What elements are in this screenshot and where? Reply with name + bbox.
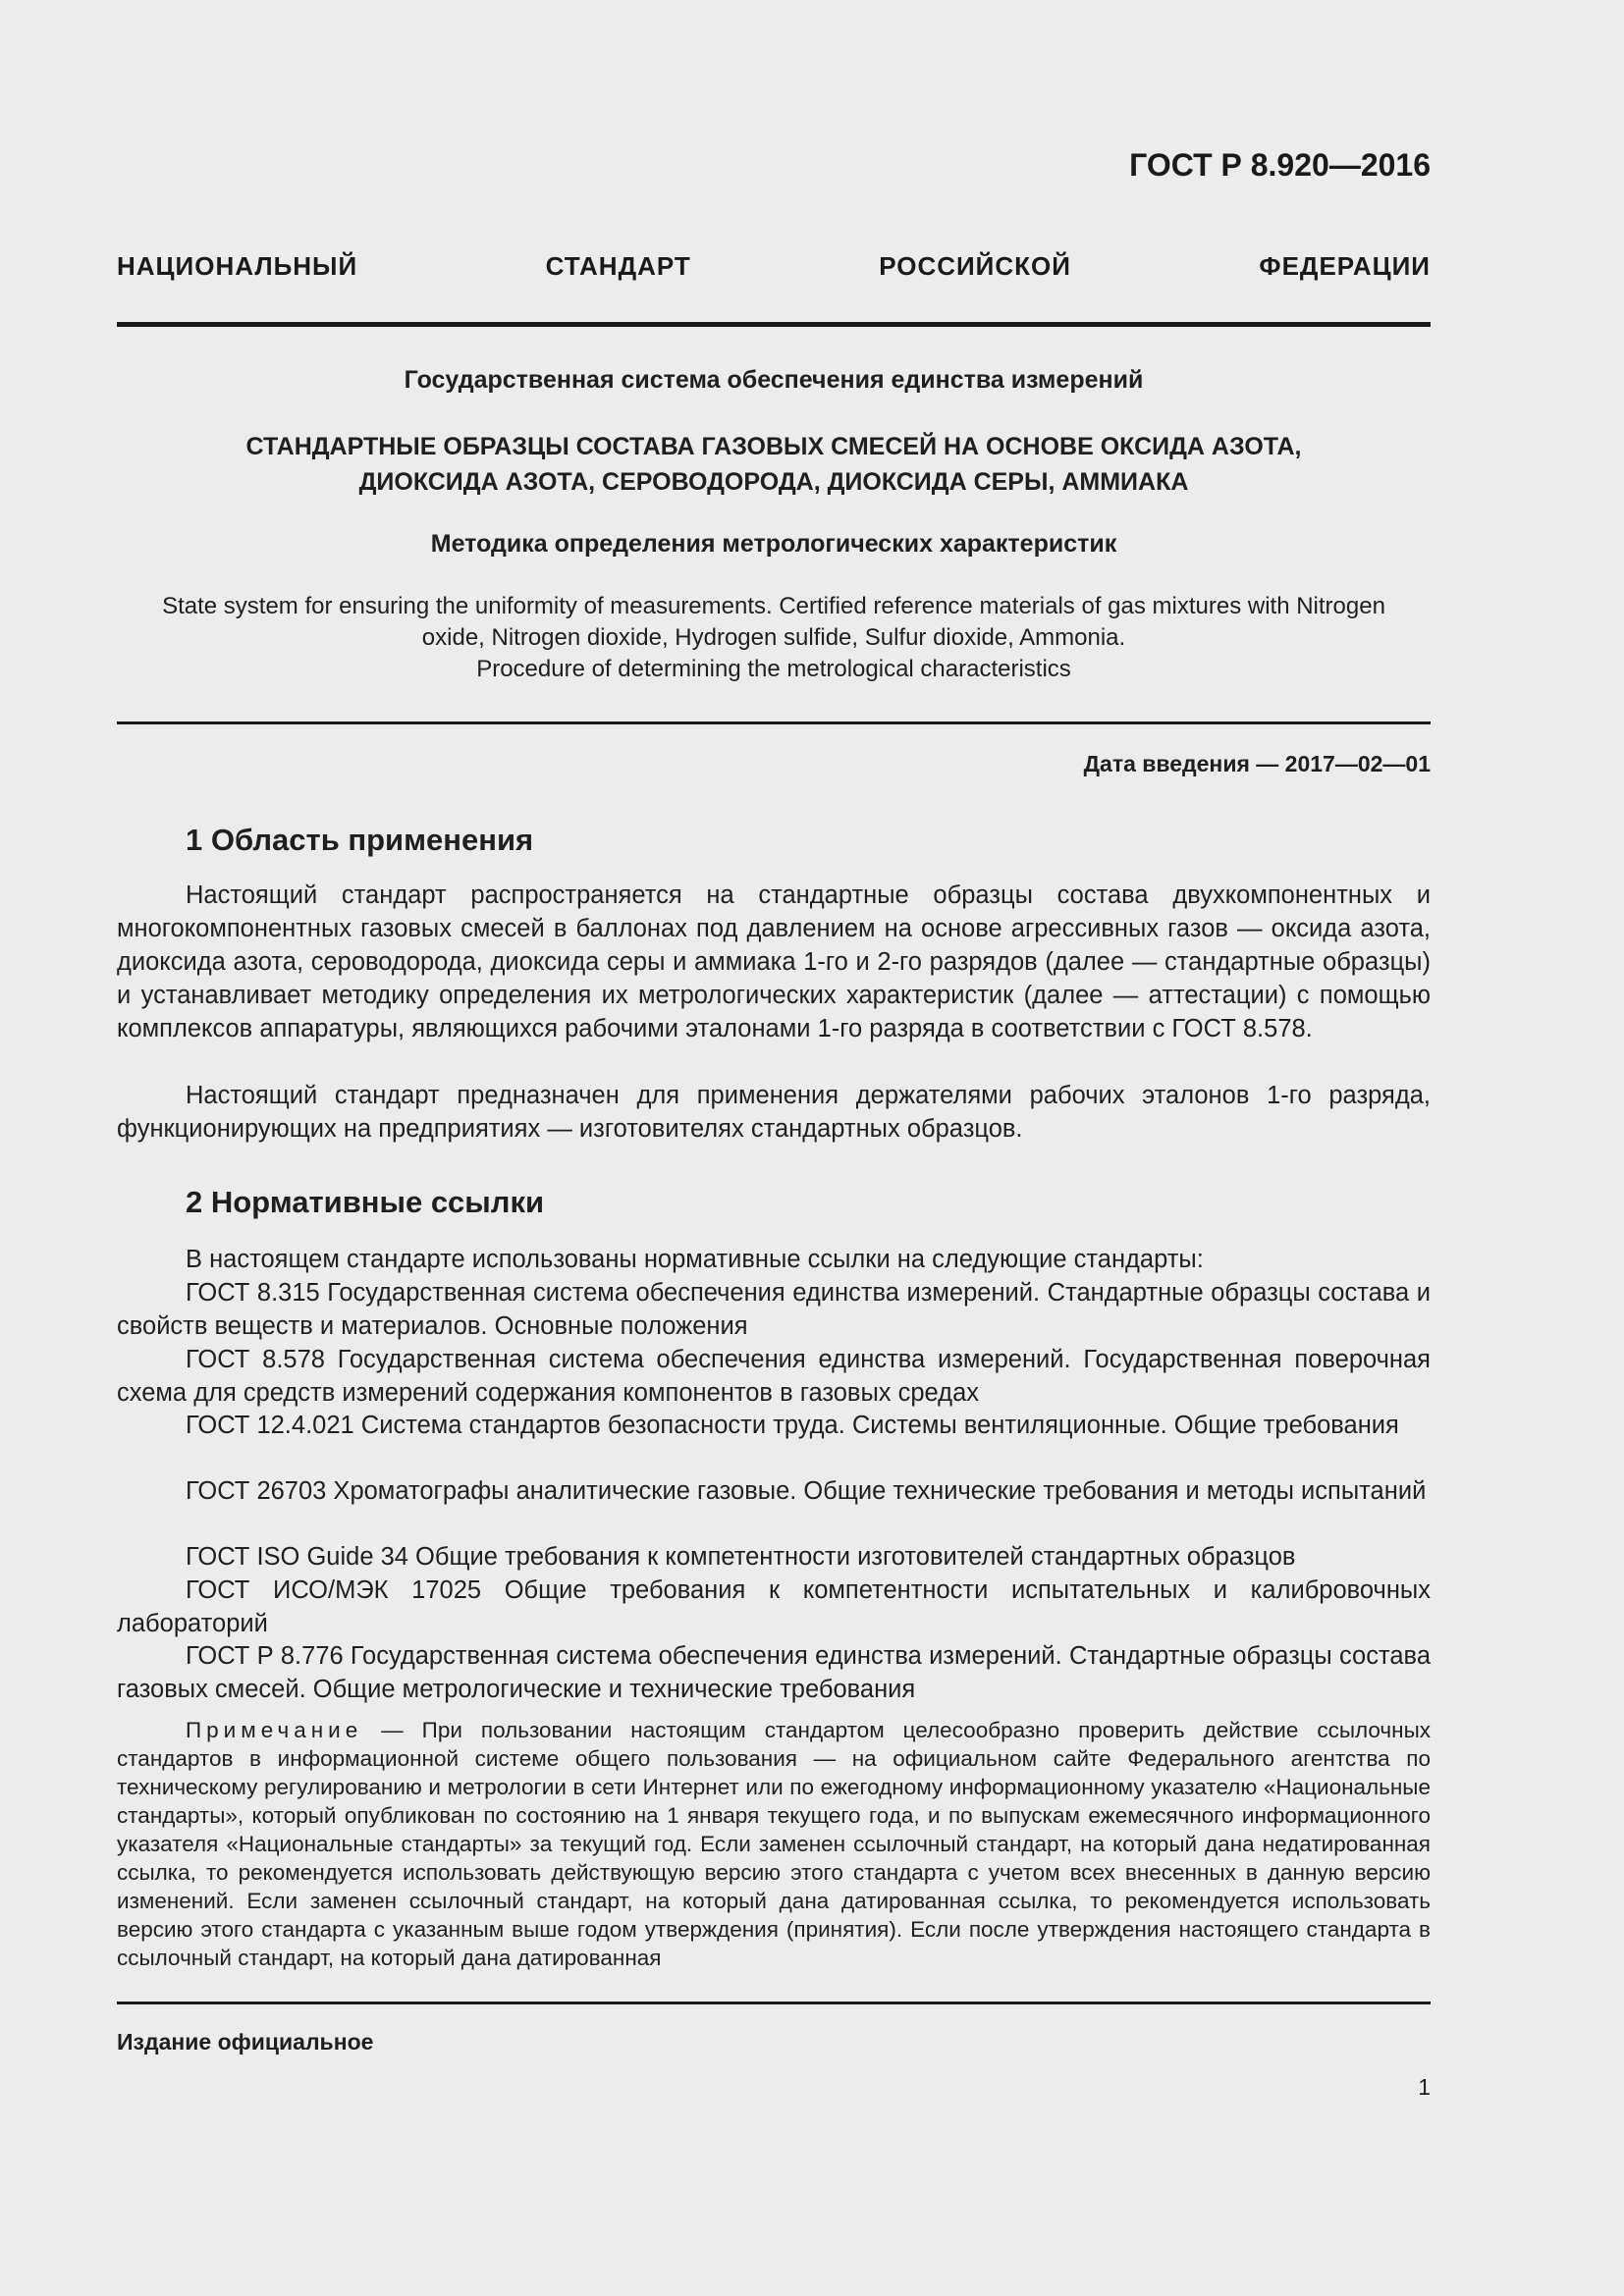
reference-gost-12-4-021: ГОСТ 12.4.021 Система стандартов безопасности труда. Системы вентиляционные. Общие требования bbox=[186, 1412, 1399, 1439]
page-number: 1 bbox=[1418, 2074, 1431, 2100]
main-title-line-2: ДИОКСИДА АЗОТА, СЕРОВОДОРОДА, ДИОКСИДА СЕРЫ, АММИАКА bbox=[358, 468, 1189, 496]
reference-gost-iso-guide-34: ГОСТ ISO Guide 34 Общие требования к компетентности изготовителей стандартных образцов bbox=[186, 1543, 1296, 1571]
section-1-heading: 1 Область применения bbox=[186, 823, 534, 857]
english-title-line-1: State system for ensuring the uniformity of measurements. Certified reference materials of gas mixtures with Nitrogen bbox=[162, 593, 1385, 619]
section-1-paragraph-2: Настоящий стандарт предназначен для применения держателями рабочих эталонов 1-го разряда, функционирующих на предприятиях — изготовителях стандартных образцов. bbox=[117, 1082, 1431, 1143]
method-title: Методика определения метрологических характеристик bbox=[430, 530, 1117, 558]
section-2-intro: В настоящем стандарте использованы нормативные ссылки на следующие стандарты: bbox=[186, 1246, 1204, 1273]
note-label: Примечание bbox=[186, 1718, 363, 1742]
english-title-line-3: Procedure of determining the metrological characteristics bbox=[476, 656, 1071, 682]
reference-gost-8-315: ГОСТ 8.315 Государственная система обеспечения единства измерений. Стандартные образцы состава и свойств веществ и материалов. Основные положения bbox=[117, 1279, 1431, 1340]
introduction-date: Дата введения — 2017—02—01 bbox=[1083, 751, 1431, 776]
section-1-paragraph-1: Настоящий стандарт распространяется на стандартные образцы состава двухкомпонентных и многокомпонентных газовых смесей в баллонах под давлением на основе агрессивных газов — оксида азота, диоксида азота, сероводорода, диоксида серы и аммиака 1-го и 2-го разрядов (далее — стандартные образцы) и устанавливает методику определения их метрологических характеристик (далее — аттестации) с помощью комплексов аппаратуры, являющихся рабочими эталонами 1-го разряда в соответствии с ГОСТ 8.578. bbox=[117, 881, 1431, 1042]
gost-number: ГОСТ Р 8.920—2016 bbox=[1129, 147, 1431, 183]
reference-gost-26703: ГОСТ 26703 Хроматографы аналитические газовые. Общие технические требования и методы испытаний bbox=[186, 1477, 1427, 1505]
footer-divider bbox=[117, 2002, 1431, 2004]
official-edition-label: Издание официальное bbox=[117, 2029, 374, 2055]
reference-gost-8-578: ГОСТ 8.578 Государственная система обеспечения единства измерений. Государственная поверочная схема для средств измерений содержания компонентов в газовых средах bbox=[117, 1346, 1431, 1407]
header-divider bbox=[117, 322, 1431, 327]
references-note bbox=[117, 1716, 1431, 1972]
reference-gost-iso-iec-17025: ГОСТ ИСО/МЭК 17025 Общие требования к компетентности испытательных и калибровочных лабораторий bbox=[117, 1576, 1431, 1637]
main-title-line-1: СТАНДАРТНЫЕ ОБРАЗЦЫ СОСТАВА ГАЗОВЫХ СМЕСЕЙ НА ОСНОВЕ ОКСИДА АЗОТА, bbox=[245, 433, 1302, 460]
english-title-line-2: oxide, Nitrogen dioxide, Hydrogen sulfide, Sulfur dioxide, Ammonia. bbox=[421, 624, 1126, 651]
system-title: Государственная система обеспечения единства измерений bbox=[404, 366, 1144, 394]
title-divider bbox=[117, 721, 1431, 724]
main-title bbox=[117, 429, 1431, 500]
english-title bbox=[117, 591, 1431, 685]
reference-gost-r-8-776: ГОСТ Р 8.776 Государственная система обеспечения единства измерений. Стандартные образцы состава газовых смесей. Общие метрологические и технические требования bbox=[117, 1642, 1431, 1703]
note-text: — При пользовании настоящим стандартом целесообразно проверить действие ссылочных стандартов в информационной системе общего пользования — на официальном сайте Федерального агентства по техническому регулированию и метрологии в сети Интернет или по ежегодному информационному указателю «Национальные стандарты», который опубликован по состоянию на 1 января текущего года, и по выпускам ежемесячного информационного указателя «Национальные стандарты» за текущий год. Если заменен ссылочный стандарт, на который дана недатированная ссылка, то рекомендуется использовать действующую версию этого стандарта с учетом всех внесенных в данную версию изменений. Если заменен ссылочный стандарт, на который дана датированная ссылка, то рекомендуется использовать версию этого стандарта с указанным выше годом утверждения (принятия). Если после утверждения настоящего стандарта в ссылочный стандарт, на который дана датированная bbox=[117, 1718, 1431, 1970]
section-2-heading: 2 Нормативные ссылки bbox=[186, 1185, 545, 1219]
national-standard-title: НАЦИОНАЛЬНЫЙ СТАНДАРТ РОССИЙСКОЙ ФЕДЕРАЦИИ bbox=[117, 251, 1431, 281]
